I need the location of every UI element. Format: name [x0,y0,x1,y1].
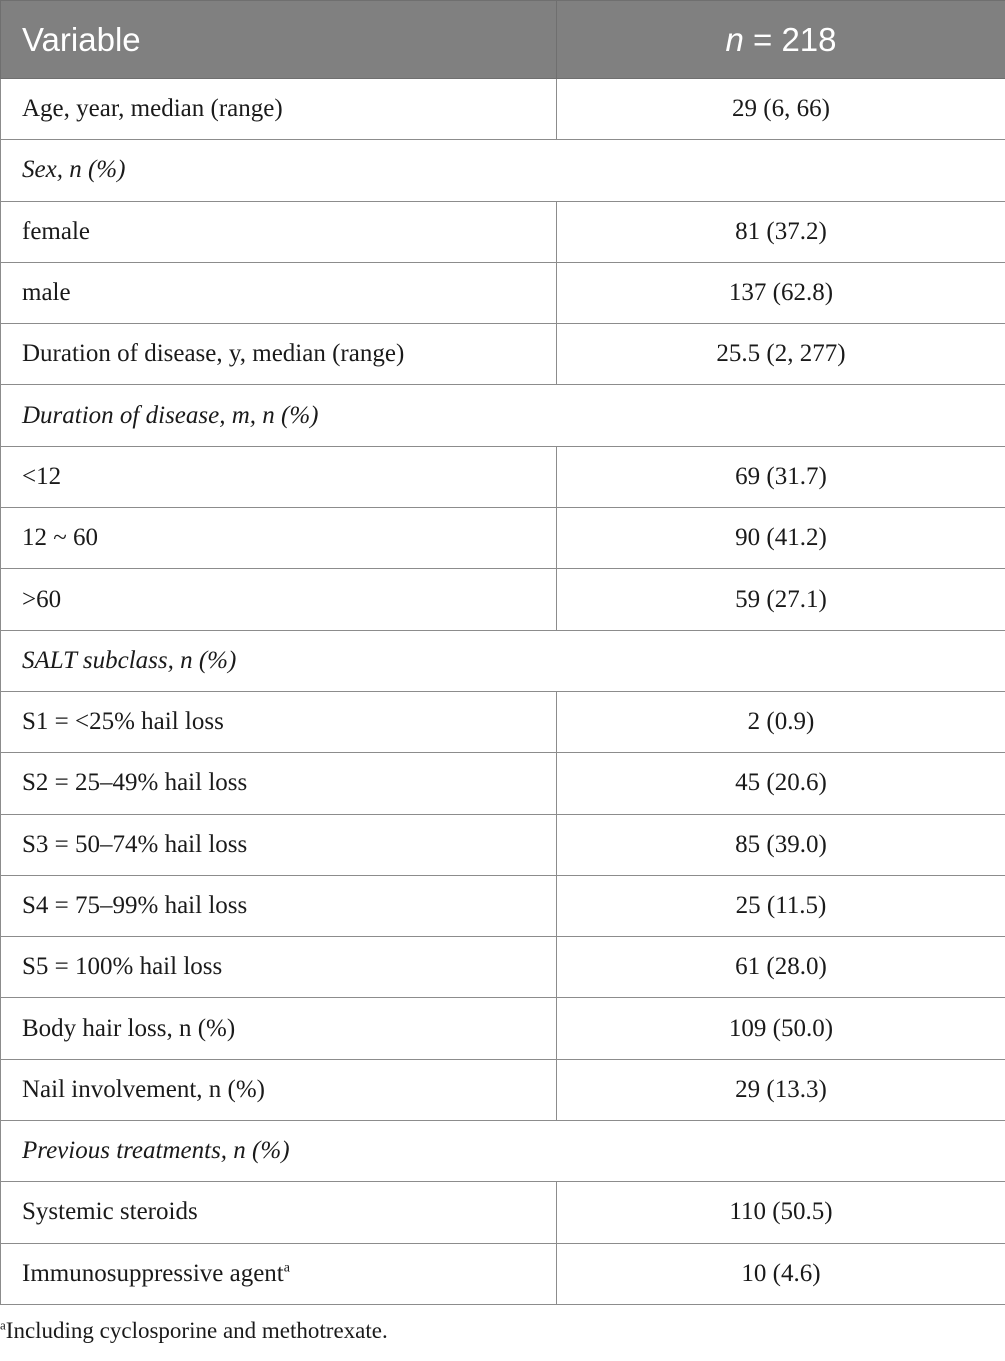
row-value: 137 (62.8) [557,262,1005,323]
row-value: 25 (11.5) [557,875,1005,936]
row-label-text: Duration of disease, y, median (range) [22,340,405,368]
row-label [1,262,557,323]
row-label [1,753,557,814]
header-n-symbol: n [725,20,744,58]
row-value: 90 (41.2) [557,508,1005,569]
row-label [1,691,557,752]
row-value: 29 (6, 66) [557,79,1005,140]
section-label: Previous treatments, n (%) [1,1121,1005,1182]
row-label-text: S2 = 25–49% hail loss [22,769,248,797]
row-value: 2 (0.9) [557,691,1005,752]
table-row [1,324,1005,385]
row-value: 81 (37.2) [557,201,1005,262]
table-row [1,262,1005,323]
row-label [1,937,557,998]
header-n-value: = 218 [743,20,837,58]
section-label: Sex, n (%) [1,140,1005,201]
row-value: 59 (27.1) [557,569,1005,630]
row-label [1,1059,557,1120]
row-label [1,79,557,140]
row-label [1,508,557,569]
row-label-text: S5 = 100% hail loss [22,953,223,981]
row-label-text: S4 = 75–99% hail loss [22,892,248,919]
footnote-ref: a [283,1260,290,1276]
row-value: 10 (4.6) [557,1243,1005,1304]
table-row [1,508,1005,569]
table-row [1,1059,1005,1120]
section-row [1,630,1005,691]
table-row [1,875,1005,936]
row-label-text: Immunosuppressive agent [22,1259,284,1287]
section-label: Duration of disease, m, n (%) [1,385,1005,446]
table-row [1,753,1005,814]
row-label-text: Body hair loss, n (%) [22,1014,236,1042]
row-value: 45 (20.6) [557,753,1005,814]
row-value: 69 (31.7) [557,446,1005,507]
row-label [1,875,557,936]
table-header-row [1,1,1005,79]
table-row [1,1182,1005,1243]
row-value: 110 (50.5) [557,1182,1005,1243]
row-label-text: male [22,279,71,307]
row-label-text: S1 = <25% hail loss [22,708,224,736]
row-label-text: Nail involvement, n (%) [22,1075,265,1103]
row-label-text: Systemic steroids [22,1198,198,1226]
row-label [1,998,557,1059]
table-row [1,814,1005,875]
table-row [1,1243,1005,1304]
row-label [1,201,557,262]
row-label-text: 12 ~ 60 [22,524,99,552]
row-label-text: <12 [22,462,62,490]
table-row [1,201,1005,262]
row-value: 25.5 (2, 277) [557,324,1005,385]
header-n [557,1,1005,79]
row-value: 109 (50.0) [557,998,1005,1059]
footnote-text: Including cyclosporine and methotrexate. [5,1318,388,1343]
row-label-text: Age, year, median (range) [22,95,283,123]
row-label-text: S3 = 50–74% hail loss [22,830,248,858]
row-value: 85 (39.0) [557,814,1005,875]
row-label [1,814,557,875]
table-footnote [0,1318,388,1344]
row-value: 61 (28.0) [557,937,1005,998]
table-row [1,569,1005,630]
section-row [1,140,1005,201]
table-row [1,937,1005,998]
table-row [1,79,1005,140]
row-label-text: >60 [22,585,62,613]
footnote-marker: a [0,1317,6,1333]
row-label [1,324,557,385]
table-row [1,998,1005,1059]
table-row [1,691,1005,752]
row-label [1,446,557,507]
section-label: SALT subclass, n (%) [1,630,1005,691]
section-row [1,1121,1005,1182]
header-variable: Variable [1,1,557,79]
table-row [1,446,1005,507]
section-row [1,385,1005,446]
row-label [1,569,557,630]
row-label-text: female [22,217,91,245]
row-label [1,1243,557,1304]
row-label [1,1182,557,1243]
row-value: 29 (13.3) [557,1059,1005,1120]
